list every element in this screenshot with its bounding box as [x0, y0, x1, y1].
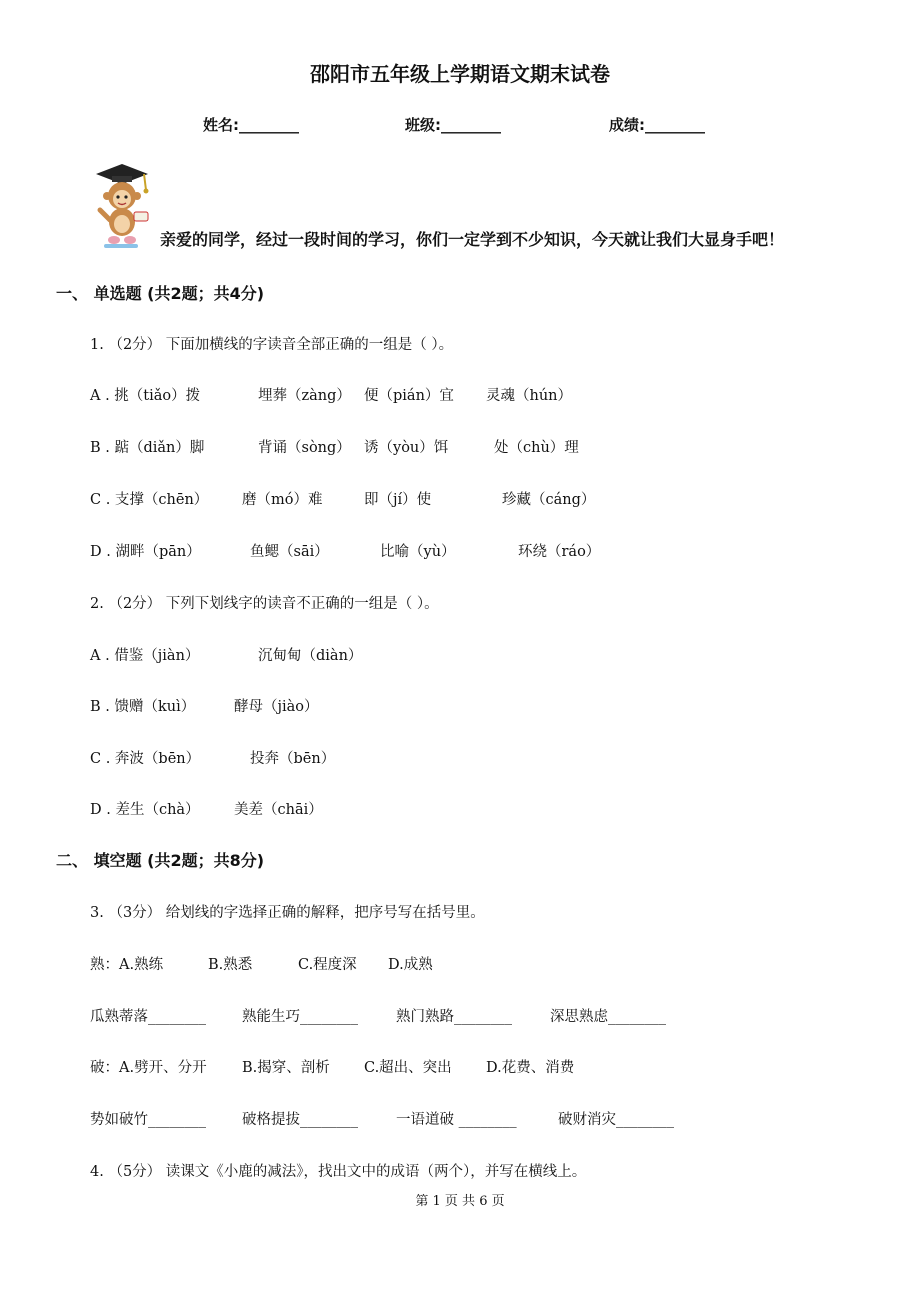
q1-option-a: A . 挑（tiǎo）拨 — [90, 388, 201, 404]
q1-option-c: C . 支撑（chēn） — [90, 492, 209, 508]
q1-option-a-word: 埋葬（zàng） — [258, 388, 351, 404]
q1-option-a-word: 便（pián）宜 — [364, 388, 454, 404]
question-2-stem: 2. （2分） 下列下划线字的读音不正确的一组是（ ）。 — [90, 596, 439, 612]
question-3-stem: 3. （3分） 给划线的字选择正确的解释，把序号写在括号里。 — [90, 905, 485, 921]
q1-option-d: D . 湖畔（pān） — [90, 544, 201, 560]
section-heading: 一、 单选题 (共2题；共4分) — [56, 284, 265, 303]
q1-option-c-word: 珍藏（cáng） — [502, 492, 596, 508]
q2-option-b: B . 馈赠（kuì） — [90, 699, 196, 715]
q1-option-b-word: 诱（yòu）饵 — [364, 440, 449, 456]
q1-option-b-word: 背诵（sòng） — [258, 440, 351, 456]
q3-po-definition: 破：A.劈开、分开 — [90, 1060, 207, 1076]
q2-option-d-word: 美差（chāi） — [234, 802, 323, 818]
question-4-stem: 4. （5分） 读课文《小鹿的减法》，找出文中的成语（两个），并写在横线上。 — [90, 1164, 587, 1180]
q3-po-blank: 势如破竹________ — [90, 1112, 206, 1128]
q3-po-definition: C.超出、突出 — [364, 1060, 452, 1076]
q1-option-a-word: 灵魂（hún） — [486, 388, 573, 404]
q3-po-blank: 破财消灾________ — [558, 1112, 674, 1128]
q2-option-c: C . 奔波（bēn） — [90, 751, 201, 767]
section-heading: 二、 填空题 (共2题；共8分) — [56, 851, 265, 870]
q1-option-b-word: 处（chù）理 — [494, 440, 579, 456]
q3-shu-definition: C.程度深 — [298, 957, 357, 973]
q3-shu-blank: 深思熟虑________ — [550, 1009, 666, 1025]
q1-option-d-word: 比喻（yù） — [380, 544, 456, 560]
q1-option-d-word: 鱼鳃（sāi） — [250, 544, 329, 560]
q3-shu-definition: D.成熟 — [388, 957, 433, 973]
q3-shu-blank: 熟能生巧________ — [242, 1009, 358, 1025]
q2-option-c-word: 投奔（bēn） — [250, 751, 336, 767]
q3-shu-blank: 熟门熟路________ — [396, 1009, 512, 1025]
q3-po-blank: 一语道破 ________ — [396, 1112, 517, 1128]
page-footer: 第 1 页 共 6 页 — [415, 1194, 505, 1209]
q3-shu-definition: B.熟悉 — [208, 957, 253, 973]
page-title: 邵阳市五年级上学期语文期末试卷 — [310, 62, 610, 86]
q1-option-c-word: 磨（mó）难 — [242, 492, 323, 508]
q3-shu-definition: 熟：A.熟练 — [90, 957, 164, 973]
question-1-stem: 1. （2分） 下面加横线的字读音全部正确的一组是（ ）。 — [90, 337, 454, 353]
q3-po-blank: 破格提拔________ — [242, 1112, 358, 1128]
q3-shu-blank: 瓜熟蒂落________ — [90, 1009, 206, 1025]
class-field: 班级:________ — [405, 116, 501, 134]
name-field: 姓名:________ — [203, 116, 299, 134]
q2-option-a: A . 借鉴（jiàn） — [90, 648, 200, 664]
score-field: 成绩:________ — [609, 116, 705, 134]
q3-po-definition: B.揭穿、剖析 — [242, 1060, 330, 1076]
mascot-illustration — [86, 160, 158, 252]
q2-option-d: D . 差生（chà） — [90, 802, 200, 818]
q1-option-b: B . 踮（diǎn）脚 — [90, 440, 205, 456]
q2-option-b-word: 酵母（jiào） — [234, 699, 319, 715]
q3-po-definition: D.花费、消费 — [486, 1060, 575, 1076]
q1-option-c-word: 即（jí）使 — [364, 492, 432, 508]
q2-option-a-word: 沉甸甸（diàn） — [258, 648, 363, 664]
greeting-text: 亲爱的同学，经过一段时间的学习，你们一定学到不少知识，今天就让我们大显身手吧！ — [160, 230, 785, 249]
q1-option-d-word: 环绕（ráo） — [518, 544, 601, 560]
